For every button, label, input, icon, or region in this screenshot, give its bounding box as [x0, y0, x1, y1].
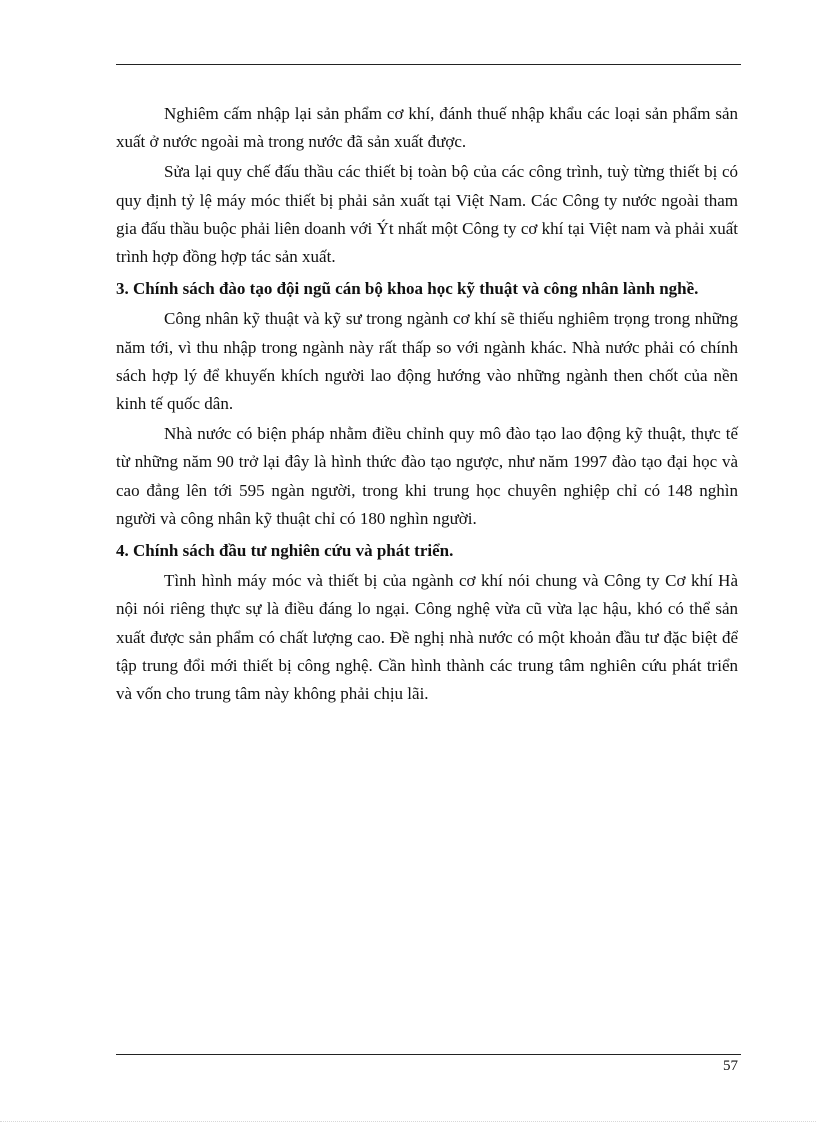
page-number: 57	[723, 1058, 738, 1074]
paragraph: Tình hình máy móc và thiết bị của ngành cơ khí nói chung và Công ty Cơ khí Hà nội nói riêng thực sự là điều đáng lo ngại. Công nghệ vừa cũ vừa lạc hậu, khó có thể sản xuất được sản phẩm có chất lượng cao. Đề nghị nhà nước có một khoản đầu tư đặc biệt để tập trung đổi mới thiết bị công nghệ. Cần hình thành các trung tâm nghiên cứu phát triển và vốn cho trung tâm này không phải chịu lãi.	[116, 571, 738, 704]
paragraph: Công nhân kỹ thuật và kỹ sư trong ngành cơ khí sẽ thiếu nghiêm trọng trong những năm tới, vì thu nhập trong ngành này rất thấp so với ngành khác. Nhà nước phải có chính sách hợp lý để khuyến khích người lao động hướng vào những ngành then chốt của nền kinh tế quốc dân.	[116, 309, 738, 414]
header-rule	[116, 64, 741, 65]
page-edge-divider	[0, 1121, 816, 1122]
document-body	[116, 100, 738, 708]
footer-rule	[116, 1054, 741, 1055]
section-heading-3: 3. Chính sách đào tạo đội ngũ cán bộ khoa học kỹ thuật và công nhân lành nghề.	[116, 279, 699, 299]
paragraph: Nghiêm cấm nhập lại sản phẩm cơ khí, đánh thuế nhập khẩu các loại sản phẩm sản xuất ở nước ngoài mà trong nước đã sản xuất được.	[116, 104, 738, 152]
paragraph: Sửa lại quy chế đấu thầu các thiết bị toàn bộ của các công trình, tuỳ từng thiết bị có quy định tỷ lệ máy móc thiết bị phải sản xuất tại Việt Nam. Các Công ty nước ngoài tham gia đấu thầu buộc phải liên doanh với Ýt nhất một Công ty cơ khí tại Việt nam và phải xuất trình hợp đồng hợp tác sản xuất.	[116, 162, 738, 267]
paragraph: Nhà nước có biện pháp nhằm điều chỉnh quy mô đào tạo lao động kỹ thuật, thực tế từ những năm 90 trở lại đây là hình thức đào tạo ngược, như năm 1997 đào tạo đại học và cao đẳng lên tới 595 ngàn người, trong khi trung học chuyên nghiệp chỉ có 148 nghìn người và công nhân kỹ thuật chỉ có 180 nghìn người.	[116, 424, 738, 528]
section-heading-4: 4. Chính sách đầu tư nghiên cứu và phát triển.	[116, 541, 454, 561]
